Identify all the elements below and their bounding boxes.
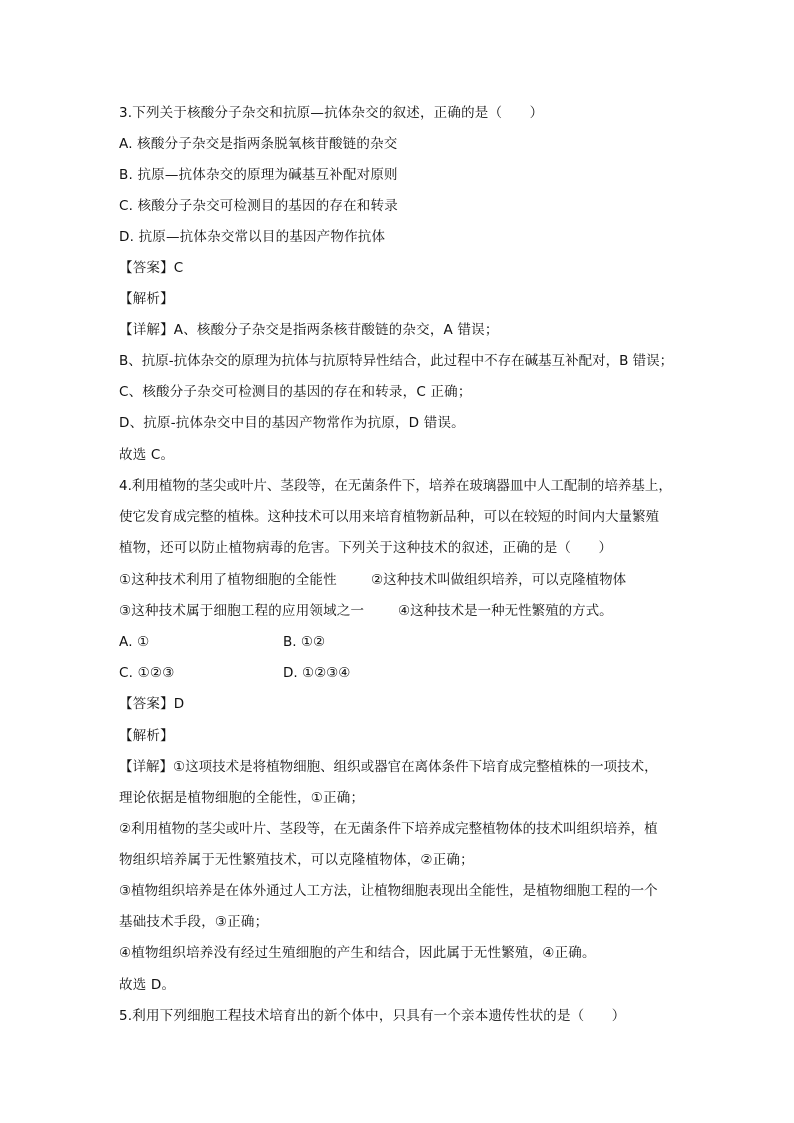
q3-explanation-line: C、核酸分子杂交可检测目的基因的存在和转录，C 正确； bbox=[119, 384, 472, 400]
q4-option-d: D. ①②③④ bbox=[283, 665, 351, 681]
q3-explanation-line: 【详解】A、核酸分子杂交是指两条核苷酸链的杂交，A 错误； bbox=[119, 322, 499, 338]
q4-analysis-label: 【解析】 bbox=[119, 728, 174, 744]
q3-conclusion: 故选 C。 bbox=[119, 447, 175, 463]
q4-option-c: C. ①②③ bbox=[119, 665, 175, 681]
q3-stem: 3.下列关于核酸分子杂交和抗原—抗体杂交的叙述，正确的是（ ） bbox=[119, 105, 544, 121]
q4-explanation-line: ④植物组织培养没有经过生殖细胞的产生和结合，因此属于无性繁殖，④正确。 bbox=[119, 945, 596, 961]
q4-explanation-line: 【详解】①这项技术是将植物细胞、组织或器官在离体条件下培育成完整植株的一项技术， bbox=[119, 759, 658, 775]
q3-option-c: C. 核酸分子杂交可检测目的基因的存在和转录 bbox=[119, 198, 398, 214]
q3-explanation-line: B、抗原-抗体杂交的原理为抗体与抗原特异性结合，此过程中不存在碱基互补配对，B 错误； bbox=[119, 353, 674, 369]
q3-explanation-line: D、抗原-抗体杂交中目的基因产物常作为抗原，D 错误。 bbox=[119, 415, 465, 431]
q4-explanation-line: 基础技术手段，③正确； bbox=[119, 914, 269, 930]
q3-answer: 【答案】C bbox=[119, 260, 184, 276]
q4-statement-3: ③这种技术属于细胞工程的应用领域之一 bbox=[119, 603, 365, 619]
q5-stem: 5.利用下列细胞工程技术培育出的新个体中，只具有一个亲本遗传性状的是（ ） bbox=[119, 1008, 626, 1024]
q4-option-a: A. ① bbox=[119, 634, 150, 650]
q4-stem-line: 植物，还可以防止植物病毒的危害。下列关于这种技术的叙述，正确的是（ ） bbox=[119, 540, 613, 556]
q4-statement-4: ④这种技术是一种无性繁殖的方式。 bbox=[398, 603, 613, 619]
q4-explanation-line: ②利用植物的茎尖或叶片、茎段等，在无菌条件下培养成完整植物体的技术叫组织培养，植 bbox=[119, 821, 658, 837]
q4-stem-line: 使它发育成完整的植株。这种技术可以用来培育植物新品种，可以在较短的时间内大量繁殖 bbox=[119, 509, 659, 525]
q3-analysis-label: 【解析】 bbox=[119, 291, 174, 307]
q4-explanation-line: ③植物组织培养是在体外通过人工方法，让植物细胞表现出全能性，是植物细胞工程的一个 bbox=[119, 883, 658, 899]
q4-stem-line: 4.利用植物的茎尖或叶片、茎段等，在无菌条件下，培养在玻璃器皿中人工配制的培养基上， bbox=[119, 478, 672, 494]
q3-option-b: B. 抗原—抗体杂交的原理为碱基互补配对原则 bbox=[119, 167, 398, 183]
q3-option-d: D. 抗原—抗体杂交常以目的基因产物作抗体 bbox=[119, 229, 386, 245]
q4-option-b: B. ①② bbox=[283, 634, 326, 650]
q4-explanation-line: 理论依据是植物细胞的全能性，①正确； bbox=[119, 790, 365, 806]
q4-statement-1: ①这种技术利用了植物细胞的全能性 bbox=[119, 572, 337, 588]
q4-statement-2: ②这种技术叫做组织培养，可以克隆植物体 bbox=[371, 572, 627, 588]
q4-conclusion: 故选 D。 bbox=[119, 977, 176, 993]
q3-option-a: A. 核酸分子杂交是指两条脱氧核苷酸链的杂交 bbox=[119, 136, 398, 152]
q4-answer: 【答案】D bbox=[119, 696, 185, 712]
q4-explanation-line: 物组织培养属于无性繁殖技术，可以克隆植物体，②正确； bbox=[119, 852, 474, 868]
